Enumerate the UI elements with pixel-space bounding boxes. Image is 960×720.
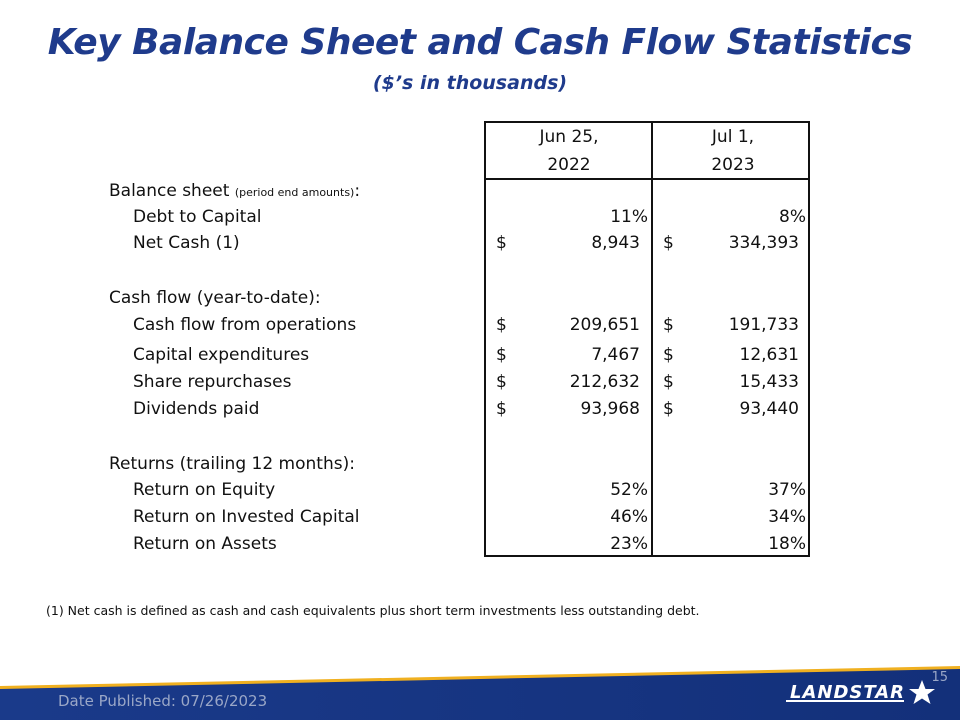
table-row [0,507,960,533]
table-row [0,480,960,506]
value-2023: 12,631 [739,345,799,365]
column-header-2023-line1: Jul 1, [711,127,755,147]
value-2022: 8,943 [591,233,640,253]
value-2023: 334,393 [728,233,799,253]
currency-2022: $ [496,315,507,335]
row-label: Return on Equity [133,480,276,500]
page-subtitle: ($’s in thousands) [372,72,568,94]
value-2022: 11% [610,207,648,227]
value-2023: 191,733 [728,315,799,335]
table-row [0,345,960,371]
value-2022: 23% [610,534,648,554]
value-2022: 46% [610,507,648,527]
section-heading-balance-sheet [109,181,360,201]
currency-2022: $ [496,345,507,365]
page-title: Key Balance Sheet and Cash Flow Statistics [47,22,913,63]
currency-2023: $ [663,233,674,253]
value-2022: 93,968 [580,399,640,419]
column-header-2022-line1: Jun 25, [539,127,599,147]
table-row [0,372,960,398]
currency-2023: $ [663,372,674,392]
section-heading-returns: Returns (trailing 12 months): [109,454,355,474]
row-label: Share repurchases [133,372,292,392]
currency-2022: $ [496,372,507,392]
date-published: Date Published: 07/26/2023 [58,692,268,710]
section-heading-note: (period end amounts) [234,186,355,199]
currency-2023: $ [663,399,674,419]
value-2022: 52% [610,480,648,500]
table-row-balance-sheet [0,181,960,207]
section-heading-label: Balance sheet [109,181,230,201]
footnote: (1) Net cash is defined as cash and cash equivalents plus short term investments less outstanding debt. [46,603,700,618]
row-label: Capital expenditures [133,345,310,365]
value-2023: 8% [779,207,806,227]
section-heading-cash-flow: Cash flow (year-to-date): [109,288,321,308]
value-2022: 7,467 [591,345,640,365]
row-label: Cash flow from operations [133,315,357,335]
row-label: Debt to Capital [133,207,262,227]
table-row [0,534,960,560]
value-2022: 212,632 [569,372,640,392]
table-row-returns [0,454,960,480]
value-2023: 93,440 [739,399,799,419]
currency-2022: $ [496,233,507,253]
star-icon [909,680,935,704]
row-label: Return on Invested Capital [133,507,360,527]
row-label: Dividends paid [133,399,260,419]
value-2022: 209,651 [569,315,640,335]
value-2023: 18% [768,534,806,554]
row-label: Return on Assets [133,534,277,554]
column-header-2023-line2: 2023 [711,155,755,175]
currency-2022: $ [496,399,507,419]
currency-2023: $ [663,315,674,335]
table-row [0,207,960,233]
column-header-2022 [489,123,649,179]
value-2023: 34% [768,507,806,527]
page-number: 15 [931,670,948,685]
value-2023: 15,433 [739,372,799,392]
column-header-2022-line2: 2022 [547,155,591,175]
logo-wordmark: LANDSTAR [790,682,906,703]
table-row [0,315,960,341]
table-row [0,399,960,425]
table-row-cash-flow [0,288,960,314]
column-header-2023 [653,123,813,179]
table-row [0,233,960,259]
section-heading-suffix: : [354,181,361,201]
currency-2023: $ [663,345,674,365]
value-2023: 37% [768,480,806,500]
row-label: Net Cash (1) [133,233,240,253]
